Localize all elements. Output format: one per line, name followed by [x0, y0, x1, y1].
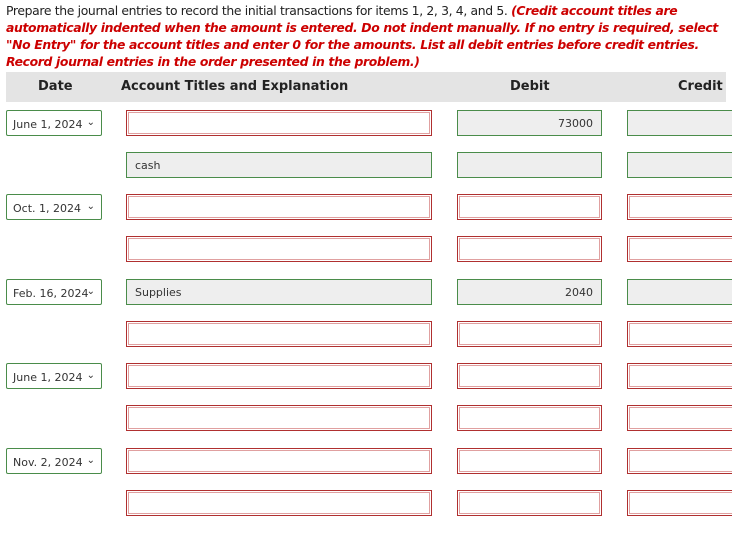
date-select-value: Nov. 2, 2024	[13, 456, 83, 469]
journal-row	[0, 490, 732, 518]
credit-input[interactable]	[627, 448, 732, 474]
credit-input[interactable]	[627, 279, 732, 305]
account-title-input[interactable]	[126, 321, 432, 347]
debit-input[interactable]	[457, 448, 602, 474]
date-select[interactable]	[6, 363, 102, 389]
account-column-header: Account Titles and Explanation	[121, 79, 349, 94]
journal-row	[0, 152, 732, 180]
debit-input[interactable]: 73000	[457, 110, 602, 136]
date-select-value: Oct. 1, 2024	[13, 202, 81, 215]
account-title-input[interactable]	[126, 363, 432, 389]
account-title-input[interactable]	[126, 194, 432, 220]
chevron-down-icon: ⌄	[86, 201, 95, 212]
journal-row	[0, 194, 732, 222]
debit-input[interactable]	[457, 194, 602, 220]
debit-column-header: Debit	[510, 79, 550, 94]
credit-input[interactable]	[627, 405, 732, 431]
journal-row	[0, 279, 732, 307]
journal-row	[0, 321, 732, 349]
instructions-emphasis: (Credit account titles are automatically indented when the amount is entered. Do not indent manually. If no entry is required, select "No Entry" for the account titles and enter 0 for the amounts. List all debit entries before credit entries. Record journal entries in the order presented in the problem.)	[6, 3, 718, 69]
account-title-input[interactable]	[126, 490, 432, 516]
debit-input[interactable]	[457, 405, 602, 431]
account-title-input[interactable]	[126, 110, 432, 136]
account-title-input[interactable]	[126, 236, 432, 262]
credit-input[interactable]	[627, 490, 732, 516]
date-select[interactable]	[6, 279, 102, 305]
date-select-value: June 1, 2024	[13, 371, 83, 384]
credit-input[interactable]	[627, 152, 732, 178]
debit-input[interactable]	[457, 363, 602, 389]
date-select[interactable]	[6, 448, 102, 474]
debit-input[interactable]: 2040	[457, 279, 602, 305]
credit-input[interactable]	[627, 194, 732, 220]
journal-row	[0, 110, 732, 138]
account-title-input[interactable]: Supplies	[126, 279, 432, 305]
date-select[interactable]	[6, 110, 102, 136]
credit-input[interactable]	[627, 236, 732, 262]
journal-row	[0, 363, 732, 391]
date-select[interactable]	[6, 194, 102, 220]
account-title-input[interactable]	[126, 405, 432, 431]
debit-input[interactable]	[457, 236, 602, 262]
chevron-down-icon: ⌄	[86, 286, 95, 297]
chevron-down-icon: ⌄	[86, 455, 95, 466]
chevron-down-icon: ⌄	[86, 117, 95, 128]
account-title-input[interactable]	[126, 448, 432, 474]
credit-input[interactable]	[627, 363, 732, 389]
journal-row	[0, 405, 732, 433]
chevron-down-icon: ⌄	[86, 370, 95, 381]
date-select-value: Feb. 16, 2024	[13, 287, 89, 300]
date-select-value: June 1, 2024	[13, 118, 83, 131]
journal-row	[0, 236, 732, 264]
credit-column-header: Credit	[678, 79, 723, 94]
instructions-plain: Prepare the journal entries to record the initial transactions for items 1, 2, 3, 4, and 5.	[6, 3, 512, 18]
credit-input[interactable]	[627, 321, 732, 347]
debit-input[interactable]	[457, 321, 602, 347]
debit-input[interactable]	[457, 490, 602, 516]
journal-table-header	[6, 72, 726, 102]
journal-row	[0, 448, 732, 476]
debit-input[interactable]	[457, 152, 602, 178]
date-column-header: Date	[38, 79, 73, 94]
account-title-input[interactable]: cash	[126, 152, 432, 178]
credit-input[interactable]	[627, 110, 732, 136]
instructions-text	[6, 2, 728, 70]
